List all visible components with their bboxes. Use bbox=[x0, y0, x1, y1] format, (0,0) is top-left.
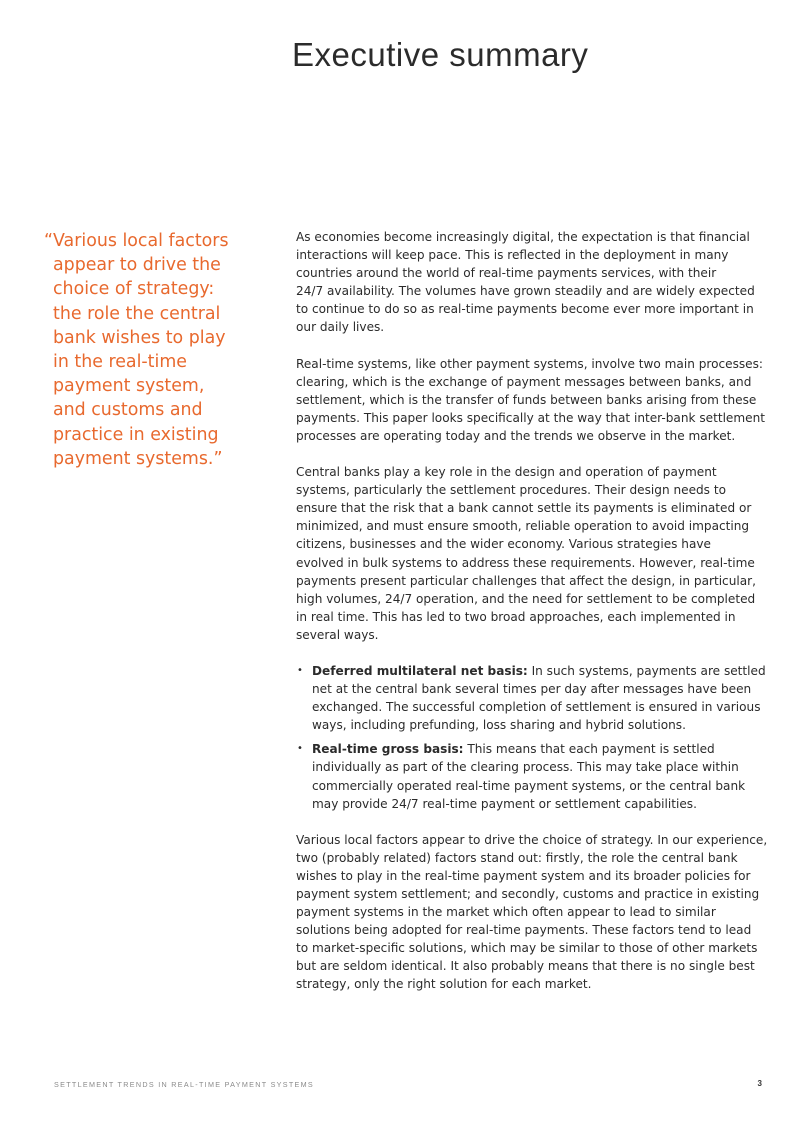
text-line: systems, particularly the settlement procedures. Their design needs to bbox=[296, 483, 726, 498]
text-line: citizens, businesses and the wider economy. Various strategies have bbox=[296, 537, 711, 552]
text-line: settlement, which is the transfer of funds between banks arising from these bbox=[296, 392, 757, 407]
paragraph-processes bbox=[296, 355, 766, 445]
text-line: our daily lives. bbox=[296, 320, 385, 335]
text-line: several ways. bbox=[296, 627, 379, 642]
running-footer-title: SETTLEMENT TRENDS IN REAL-TIME PAYMENT SYSTEMS bbox=[54, 1080, 315, 1089]
pull-quote-line: in the real-time bbox=[53, 352, 187, 373]
text-line: high volumes, 24/7 operation, and the need for settlement to be completed bbox=[296, 591, 756, 606]
paragraph-central-banks bbox=[296, 463, 766, 644]
bullet-icon: • bbox=[297, 743, 303, 755]
bullet-icon: • bbox=[297, 664, 303, 676]
text-line: exchanged. The successful completion of settlement is ensured in various bbox=[312, 700, 761, 715]
text-line: may provide 24/7 real-time payment or settlement capabilities. bbox=[312, 796, 697, 811]
text-line: ensure that the risk that a bank cannot settle its payments is eliminated or bbox=[296, 501, 752, 516]
text-line: in real time. This has led to two broad approaches, each implemented in bbox=[296, 609, 736, 624]
text-line: to market-specific solutions, which may be similar to those of other markets bbox=[296, 941, 758, 956]
text-line: Real-time systems, like other payment systems, involve two main processes: bbox=[296, 356, 763, 371]
text-line: net at the central bank several times per day after messages have been bbox=[312, 682, 752, 697]
paragraph-closing bbox=[296, 831, 766, 994]
paragraph-intro bbox=[296, 228, 766, 337]
text-line: As economies become increasingly digital, the expectation is that financial bbox=[296, 230, 750, 244]
pull-quote-line: and customs and bbox=[53, 400, 203, 421]
list-item bbox=[296, 740, 766, 812]
text-line: to continue to do so as real-time payments become ever more important in bbox=[296, 302, 754, 317]
bullet-text: In such systems, payments are settled bbox=[527, 663, 766, 678]
page-title: Executive summary bbox=[292, 36, 589, 73]
page-number: 3 bbox=[757, 1079, 762, 1088]
approaches-list bbox=[296, 662, 766, 813]
text-line: processes are operating today and the trends we observe in the market. bbox=[296, 428, 736, 443]
body-text-column bbox=[296, 228, 766, 1012]
pull-quote-line: payment systems.” bbox=[53, 448, 223, 469]
pull-quote bbox=[44, 229, 266, 471]
text-line: Various local factors appear to drive the choice of strategy. In our experience, bbox=[296, 832, 768, 847]
bullet-term: Real-time gross basis: bbox=[312, 742, 464, 757]
pull-quote-line: appear to drive the bbox=[53, 255, 221, 276]
pull-quote-line: choice of strategy: bbox=[53, 279, 215, 300]
text-line: strategy, only the right solution for each market. bbox=[296, 977, 592, 992]
text-line: payments present particular challenges that affect the design, in particular, bbox=[296, 573, 756, 588]
pull-quote-line: payment system, bbox=[53, 376, 205, 397]
text-line: payment systems in the market which often appear to lead to similar bbox=[296, 905, 716, 920]
text-line: solutions being adopted for real-time payments. These factors tend to lead bbox=[296, 923, 752, 938]
text-line bbox=[312, 740, 766, 758]
text-line: clearing, which is the exchange of payment messages between banks, and bbox=[296, 374, 752, 389]
text-line: wishes to play in the real-time payment system and its broader policies for bbox=[296, 868, 751, 883]
text-line: payment system settlement; and secondly, customs and practice in existing bbox=[296, 887, 760, 901]
text-line: but are seldom identical. It also probably means that there is no single best bbox=[296, 959, 755, 974]
text-line: Central banks play a key role in the design and operation of payment bbox=[296, 465, 717, 480]
text-line: countries around the world of real-time payments services, with their bbox=[296, 266, 717, 281]
bullet-term: Deferred multilateral net basis: bbox=[312, 663, 528, 678]
pull-quote-line: practice in existing bbox=[53, 424, 219, 445]
text-line: minimized, and must ensure smooth, reliable operation to avoid impacting bbox=[296, 519, 750, 534]
text-line bbox=[312, 662, 766, 680]
text-line: payments. This paper looks specifically at the way that inter-bank settlement bbox=[296, 410, 765, 425]
text-line: two (probably related) factors stand out: firstly, the role the central bank bbox=[296, 850, 738, 865]
text-line: 24/7 availability. The volumes have grown steadily and are widely expected bbox=[296, 284, 755, 299]
bullet-text: This means that each payment is settled bbox=[463, 742, 715, 757]
pull-quote-line: “Various local factors bbox=[44, 231, 229, 251]
text-line: individually as part of the clearing process. This may take place within bbox=[312, 760, 739, 775]
pull-quote-line: the role the central bbox=[53, 303, 221, 324]
list-item bbox=[296, 662, 766, 734]
text-line: interactions will keep pace. This is reflected in the deployment in many bbox=[296, 248, 729, 263]
text-line: evolved in bulk systems to address these requirements. However, real-time bbox=[296, 555, 755, 570]
text-line: ways, including prefunding, loss sharing and hybrid solutions. bbox=[312, 718, 686, 733]
pull-quote-line: bank wishes to play bbox=[53, 327, 226, 348]
text-line: commercially operated real-time payment systems, or the central bank bbox=[312, 778, 746, 793]
